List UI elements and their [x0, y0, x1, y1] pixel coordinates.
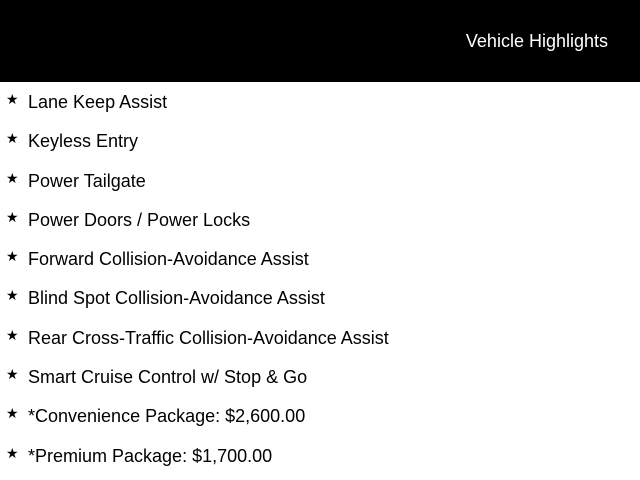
list-item: [0, 278, 640, 317]
list-item: [0, 200, 640, 239]
highlight-label: Smart Cruise Control w/ Stop & Go: [28, 367, 308, 388]
list-item: [0, 436, 640, 475]
highlights-list: [0, 82, 640, 475]
highlight-label: Lane Keep Assist: [28, 92, 168, 112]
star-icon: ★: [6, 406, 19, 423]
highlight-label: Keyless Entry: [28, 131, 139, 152]
star-icon: ★: [6, 367, 19, 384]
list-item: [0, 239, 640, 278]
star-icon: ★: [6, 445, 19, 462]
highlight-label: *Premium Package: $1,700.00: [28, 445, 273, 466]
list-item: [0, 318, 640, 357]
header-bar: [0, 0, 640, 82]
list-item: [0, 121, 640, 160]
star-icon: ★: [6, 249, 19, 266]
highlight-label: Power Doors / Power Locks: [28, 209, 251, 230]
page-title: Vehicle Highlights: [465, 31, 608, 51]
highlight-label: Rear Cross-Traffic Collision-Avoidance Assist: [28, 327, 389, 348]
list-item: [0, 161, 640, 200]
highlight-label: Forward Collision-Avoidance Assist: [28, 249, 309, 270]
star-icon: ★: [6, 209, 19, 226]
highlight-label: Power Tailgate: [28, 170, 146, 191]
list-item: [0, 396, 640, 435]
highlight-label: *Convenience Package: $2,600.00: [28, 406, 306, 427]
list-item: [0, 82, 640, 121]
star-icon: ★: [6, 327, 19, 344]
star-icon: ★: [6, 131, 19, 148]
highlight-label: Blind Spot Collision-Avoidance Assist: [28, 288, 325, 309]
star-icon: ★: [6, 170, 19, 187]
star-icon: ★: [6, 288, 19, 305]
star-icon: ★: [6, 92, 19, 108]
list-item: [0, 357, 640, 396]
